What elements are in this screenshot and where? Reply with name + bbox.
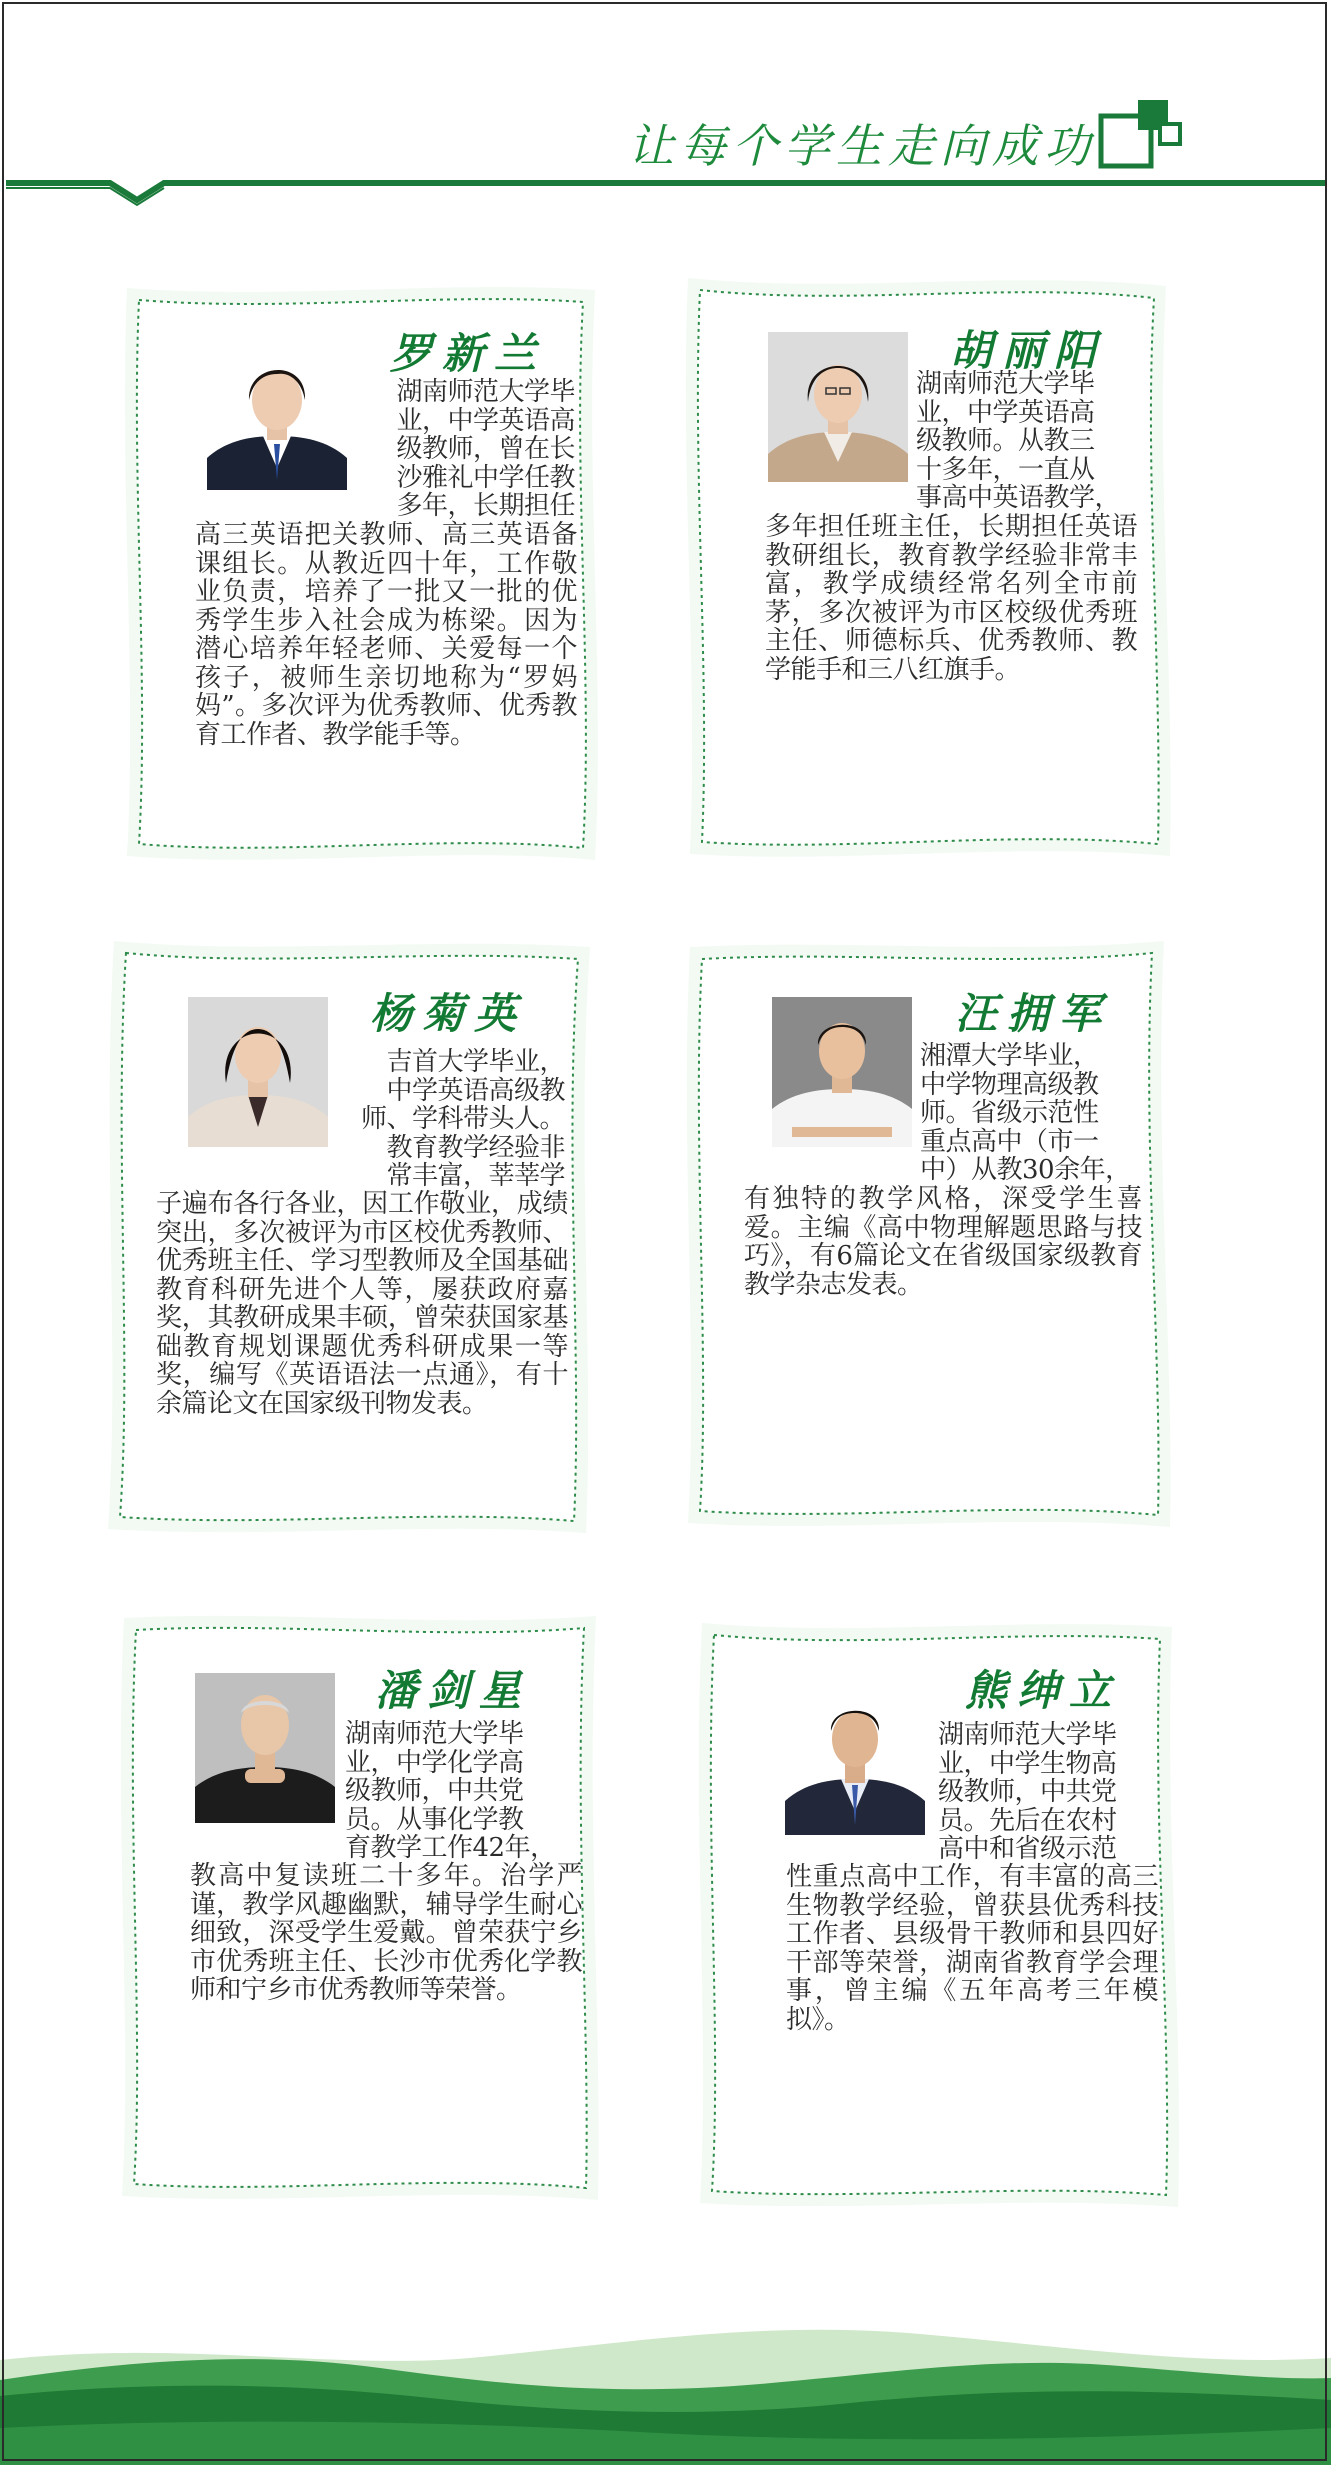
- teacher-bio: 多年担任班主任，长期担任英语教研组长，教育教学经验非常丰富，教学成绩经常名列全市前茅，多次被评为市区校级优秀班主任、师德标兵、优秀教师、教学能手和三八红旗手。: [765, 512, 1137, 685]
- teacher-bio-top: 湘潭大学毕业， 中学物理高级教 师。省级示范性 重点高中（市一 中）从教30余年，: [920, 1041, 1131, 1185]
- teacher-card: [690, 1615, 1190, 2215]
- teacher-photo: [785, 1685, 925, 1835]
- teacher-photo: [188, 997, 328, 1147]
- teacher-photo: [768, 332, 908, 482]
- teacher-bio-top: 湖南师范大学毕 业，中学英语高 级教师，曾在长 沙雅礼中学任教 多年，长期担任: [396, 377, 575, 521]
- portrait-photo-icon: [768, 332, 908, 482]
- teacher-photo: [772, 997, 912, 1147]
- teacher-card: [680, 935, 1180, 1535]
- teacher-name: 胡丽阳: [950, 326, 1107, 375]
- teacher-bio: 子遍布各行各业，因工作敬业，成绩突出，多次被评为市区校优秀教师、优秀班主任、学习型教师及全国基础教育科研先进个人等，屡获政府嘉奖，其教研成果丰硕，曾荣获国家基础教育规划课题优秀科研成果一等奖，编写《英语语法一点通》，有十余篇论文在国家级刊物发表。: [156, 1189, 568, 1419]
- teacher-card: [100, 935, 600, 1540]
- teacher-card: [680, 270, 1175, 865]
- teacher-photo: [207, 340, 347, 490]
- teacher-bio: 教高中复读班二十多年。治学严谨，教学风趣幽默，辅导学生耐心细致，深受学生爱戴。曾荣获宁乡市优秀班主任、长沙市优秀化学教师和宁乡市优秀教师等荣誉。: [190, 1861, 582, 2005]
- teacher-name: 罗新兰: [390, 329, 547, 378]
- teacher-photo: [195, 1673, 335, 1823]
- teacher-bio-top: 吉首大学毕业， 中学英语高级教 师、学科带头人。 教育教学经验非 常丰富，莘莘学: [360, 1047, 565, 1191]
- teacher-bio: 性重点高中工作，有丰富的高三生物教学经验，曾获县优秀科技工作者、县级骨干教师和县四好干部等荣誉，湖南省教育学会理事，曾主编《五年高考三年模拟》。: [786, 1862, 1158, 2035]
- teacher-card: [115, 278, 610, 868]
- portrait-photo-icon: [188, 997, 328, 1147]
- portrait-photo-icon: [772, 997, 912, 1147]
- portrait-photo-icon: [785, 1685, 925, 1835]
- teacher-name: 熊绅立: [965, 1666, 1122, 1715]
- teacher-bio-top: 湖南师范大学毕 业，中学化学高 级教师，中共党 员。从事化学教 育教学工作42年，: [345, 1719, 556, 1863]
- teacher-bio-top: 湖南师范大学毕 业，中学英语高 级教师。从教三 十多年，一直从 事高中英语教学，: [916, 369, 1121, 513]
- green-hills-decoration: [0, 2300, 1331, 2465]
- teacher-bio-top: 湖南师范大学毕 业，中学生物高 级教师，中共党 员。先后在农村 高中和省级示范: [938, 1720, 1117, 1864]
- portrait-photo-icon: [195, 1673, 335, 1823]
- logo-squares-icon: [1098, 98, 1188, 174]
- teacher-card: [110, 1608, 610, 2208]
- slogan: 让每个学生走向成功: [628, 119, 1096, 173]
- teacher-bio: 有独特的教学风格，深受学生喜爱。主编《高中物理解题思路与技巧》，有6篇论文在省级国家级教育教学杂志发表。: [744, 1184, 1142, 1300]
- portrait-photo-icon: [207, 340, 347, 490]
- teacher-bio: 高三英语把关教师、高三英语备课组长。从教近四十年，工作敬业负责，培养了一批又一批的优秀学生步入社会成为栋梁。因为潜心培养年轻老师、关爱每一个孩子，被师生亲切地称为“罗妈妈”。多次评为优秀教师、优秀教育工作者、教学能手等。: [195, 520, 577, 750]
- teacher-name: 潘剑星: [375, 1666, 532, 1715]
- teacher-name: 杨菊英: [370, 989, 527, 1038]
- teacher-name: 汪拥军: [955, 989, 1112, 1038]
